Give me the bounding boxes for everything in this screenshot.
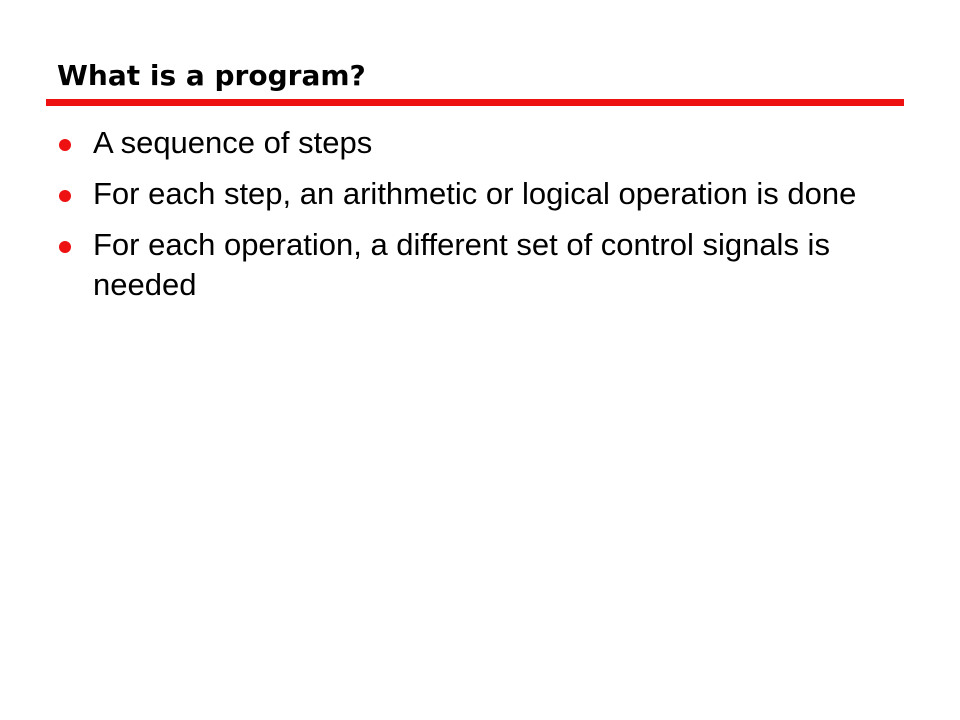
bullet-list [57, 123, 917, 316]
bullet-text: A sequence of steps [93, 125, 373, 160]
title-underline [46, 99, 904, 106]
bullet-dot-icon [59, 190, 71, 202]
bullet-dot-icon [59, 241, 71, 253]
bullet-item [57, 225, 917, 305]
bullet-item [57, 174, 917, 214]
bullet-text: For each operation, a different set of control signals is needed [93, 227, 830, 302]
slide-title: What is a program? [57, 59, 366, 92]
bullet-text: For each step, an arithmetic or logical operation is done [93, 176, 857, 211]
bullet-item [57, 123, 917, 163]
bullet-dot-icon [59, 139, 71, 151]
